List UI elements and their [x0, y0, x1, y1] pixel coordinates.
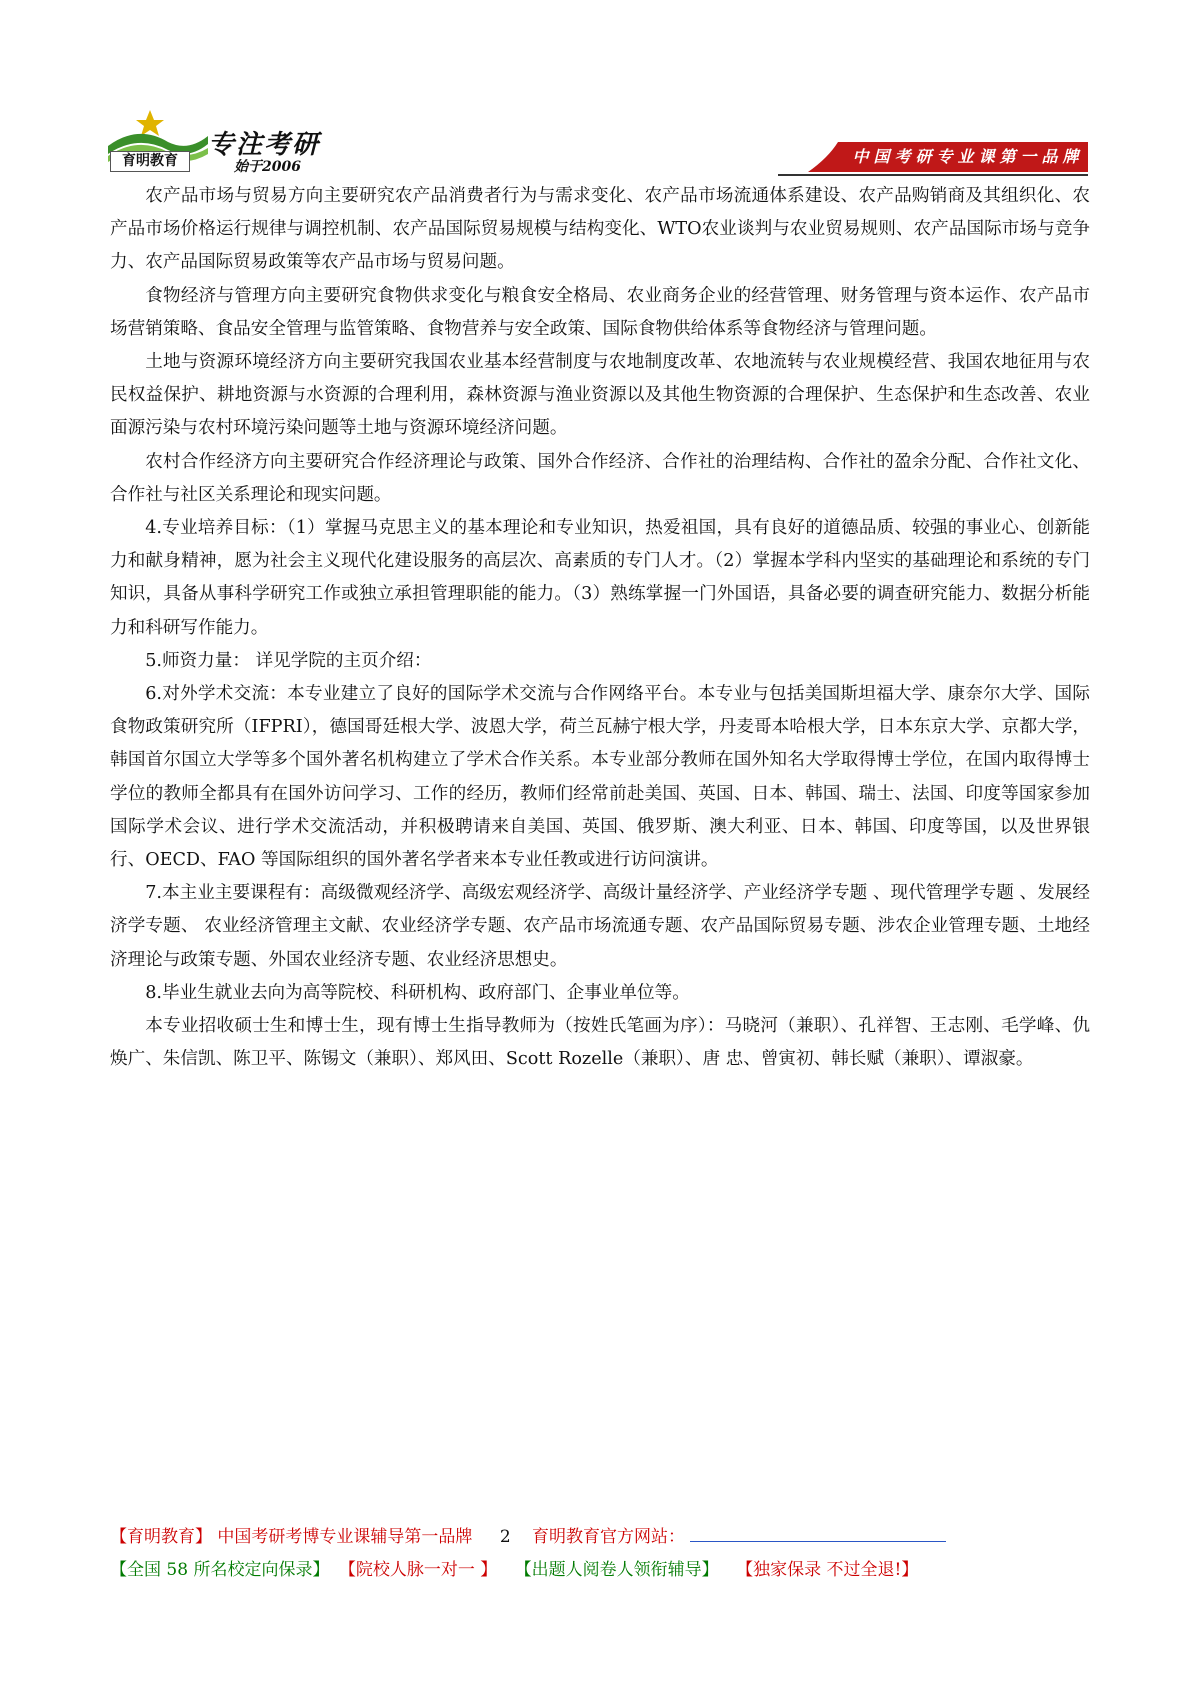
- footer-tagline: 中国考研考博专业课辅导第一品牌: [217, 1527, 473, 1547]
- page-number: 2: [499, 1527, 511, 1547]
- footer-row-1: [110, 1521, 1090, 1554]
- paragraph-faculty: 5.师资力量： 详见学院的主页介绍：: [145, 650, 432, 671]
- footer-website-label: 育明教育官方网站：: [532, 1527, 686, 1547]
- footer-promo-4: 【独家保录 不过全退!】: [736, 1560, 919, 1580]
- footer-promo-3: 【出题人阅卷人领衔辅导】: [514, 1560, 719, 1580]
- paragraph-training-goals: 4.专业培养目标：（1）掌握马克思主义的基本理论和专业知识，热爱祖国，具有良好的道德品质、较强的事业心、创新能力和献身精神，愿为社会主义现代化建设服务的高层次、高素质的专门人才。（2）掌握本学科内坚实的基础理论和系统的专门知识，具备从事科学研究工作或独立承担管理职能的能力。（3）熟练掌握一门外国语，具备必要的调查研究能力、数据分析能力和科研写作能力。: [110, 518, 1090, 638]
- paragraph-exchange: 6.对外学术交流：本专业建立了良好的国际学术交流与合作网络平台。本专业与包括美国斯坦福大学、康奈尔大学、国际食物政策研究所（IFPRI），德国哥廷根大学、波恩大学，荷兰瓦赫宁根大学，丹麦哥本哈根大学，日本东京大学、京都大学，韩国首尔国立大学等多个国外著名机构建立了学术合作关系。本专业部分教师在国外知名大学取得博士学位，在国内取得博士学位的教师全都具有在国外访问学习、工作的经历，教师们经常前赴美国、英国、日本、韩国、瑞士、法国、印度等国家参加国际学术会议、进行学术交流活动，并积极聘请来自美国、英国、俄罗斯、澳大利亚、日本、韩国、印度等国，以及世界银行、OECD、FAO 等国际组织的国外著名学者来本专业任教或进行访问演讲。: [110, 684, 1090, 871]
- header-slogan: 专注考研: [208, 130, 321, 160]
- footer-promo-2: 【院校人脉一对一 】: [338, 1560, 498, 1580]
- paragraph-food-economics: 食物经济与管理方向主要研究食物供求变化与粮食安全格局、农业商务企业的经营管理、财务管理与资本运作、农产品市场营销策略、食品安全管理与监管策略、食物营养与安全政策、国际食物供给体系等食物经济与管理问题。: [110, 285, 1090, 339]
- footer-promo-1: 【全国 58 所名校定向保录】: [110, 1560, 330, 1580]
- page-header: [108, 98, 1088, 176]
- header-since: 始于2006: [234, 159, 301, 175]
- document-body: [110, 180, 1090, 1076]
- footer-row-2: [110, 1554, 1090, 1587]
- footer-website-link[interactable]: [690, 1527, 946, 1542]
- paragraph-land-resources: 土地与资源环境经济方向主要研究我国农业基本经营制度与农地制度改革、农地流转与农业规模经营、我国农地征用与农民权益保护、耕地资源与水资源的合理利用，森林资源与渔业资源以及其他生物资源的合理保护、生态保护和生态改善、农业面源污染与农村环境污染问题等土地与资源环境经济问题。: [110, 352, 1090, 439]
- paragraph-supervisors: 本专业招收硕士生和博士生，现有博士生指导教师为（按姓氏笔画为序）：马晓河（兼职）、孔祥智、王志刚、毛学峰、仇焕广、朱信凯、陈卫平、陈锡文（兼职）、郑风田、Scott Rozelle（兼职）、唐 忠、曾寅初、韩长赋（兼职）、谭淑豪。: [110, 1016, 1090, 1070]
- paragraph-cooperative: 农村合作经济方向主要研究合作经济理论与政策、国外合作经济、合作社的治理结构、合作社的盈余分配、合作社文化、合作社与社区关系理论和现实问题。: [110, 451, 1090, 505]
- paragraph-employment: 8.毕业生就业去向为高等院校、科研机构、政府部门、企事业单位等。: [145, 982, 690, 1003]
- paragraph-market-trade: 农产品市场与贸易方向主要研究农产品消费者行为与需求变化、农产品市场流通体系建设、农产品购销商及其组织化、农产品市场价格运行规律与调控机制、农产品国际贸易规模与结构变化、WTO农业谈判与农业贸易规则、农产品国际市场与竞争力、农产品国际贸易政策等农产品市场与贸易问题。: [110, 186, 1090, 273]
- logo-name: 育明教育: [110, 151, 190, 172]
- paragraph-courses: 7.本主业主要课程有：高级微观经济学、高级宏观经济学、高级计量经济学、产业经济学专题 、现代管理学专题 、发展经济学专题、 农业经济管理主文献、农业经济学专题、农产品市场流通专题、农产品国际贸易专题、涉农企业管理专题、土地经济理论与政策专题、外国农业经济专题、农业经济思想史。: [110, 883, 1090, 970]
- header-brand: 中国考研专业课第一品牌: [852, 147, 1084, 166]
- page-footer: [110, 1521, 1090, 1587]
- footer-brand-tag: 【育明教育】: [110, 1527, 212, 1547]
